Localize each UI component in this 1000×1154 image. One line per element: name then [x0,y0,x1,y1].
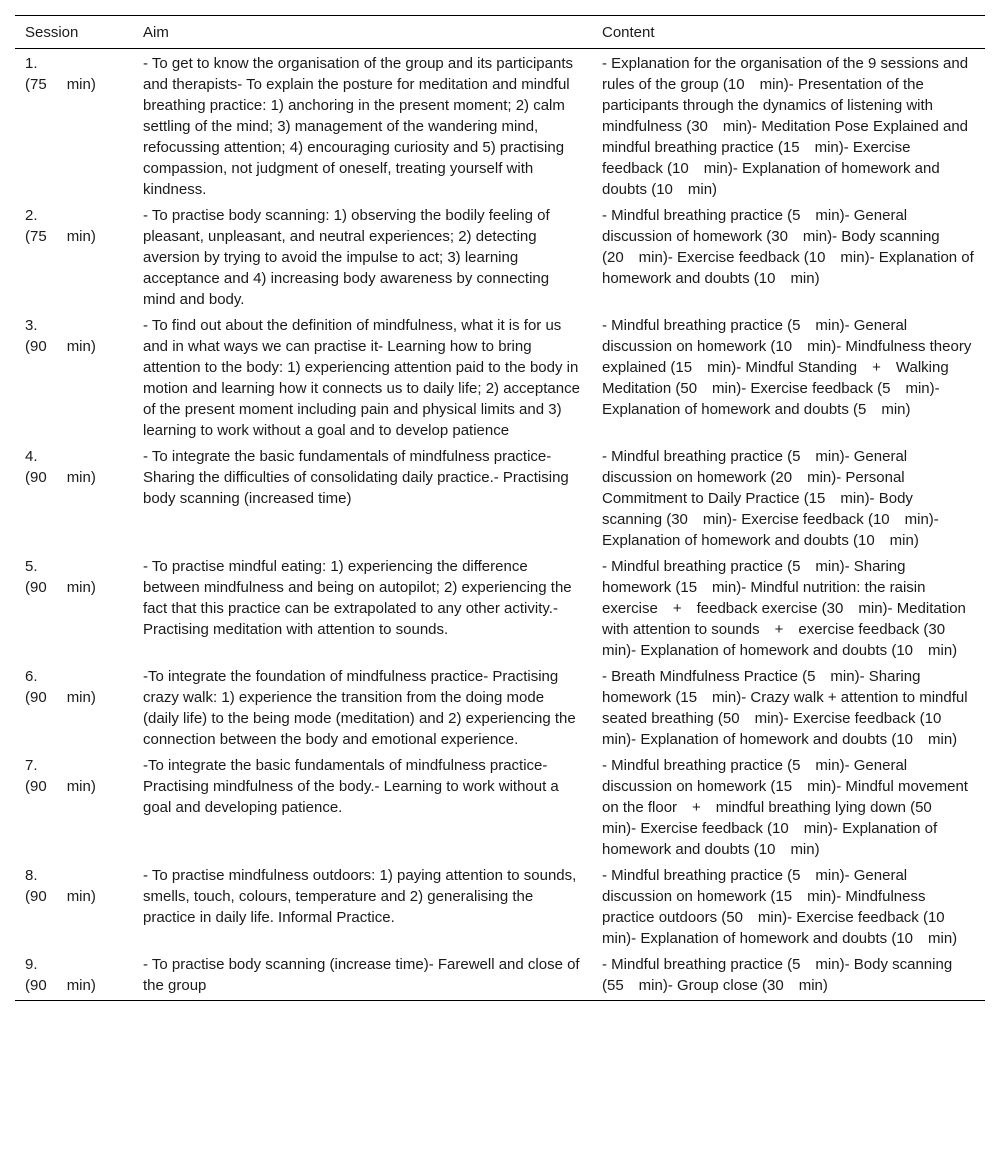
duration-unit: min) [66,469,96,486]
session-cell [15,201,133,311]
session-duration [25,975,123,996]
session-number: 5. [25,558,38,575]
session-duration [25,336,123,357]
duration-value: (90 [25,338,47,355]
session-cell [15,662,133,751]
table-row [15,49,985,202]
duration-unit: min) [66,228,96,245]
aim-cell: -To integrate the basic fundamentals of mindfulness practice- Practising mindfulness of the body.- Learning to work without a goal and developing patience. [143,757,559,816]
duration-value: (90 [25,469,47,486]
duration-unit: min) [66,579,96,596]
session-duration [25,74,123,95]
session-number: 3. [25,317,38,334]
table-row [15,751,985,861]
table-row [15,552,985,662]
session-number: 9. [25,956,38,973]
duration-unit: min) [66,338,96,355]
session-duration [25,886,123,907]
content-cell: - Mindful breathing practice (5 min)- General discussion on homework (15 min)- Mindful movement on the floor + mindful breathing lying down (50 min)- Exercise feedback (10 min)- Explanation of homework and doubts (10 min) [602,757,968,858]
session-duration [25,226,123,247]
sessions-table-container [15,15,985,1001]
aim-cell: - To practise body scanning: 1) observing the bodily feeling of pleasant, unpleasant, and neutral experiences; 2) detecting aversion by trying to avoid the impulse to act; 3) learning acceptance and 4) increasing body awareness by connecting mind and body. [143,207,550,308]
header-aim: Aim [133,16,592,49]
duration-value: (75 [25,76,47,93]
duration-value: (90 [25,579,47,596]
session-cell [15,311,133,442]
content-cell: - Mindful breathing practice (5 min)- General discussion on homework (15 min)- Mindfulness practice outdoors (50 min)- Exercise feedback (10 min)- Explanation of homework and doubts (10 min) [602,867,960,947]
duration-value: (90 [25,888,47,905]
table-header [15,16,985,49]
header-row [15,16,985,49]
session-cell [15,49,133,202]
session-duration [25,776,123,797]
table-row [15,950,985,1001]
content-cell: - Explanation for the organisation of the 9 sessions and rules of the group (10 min)- Presentation of the participants through the dynamics of listening with mindfulness (30 min)- Meditation Pose Explained and mindful breathing practice (15 min)- Exercise feedback (10 min)- Explanation of homework and doubts (10 min) [602,55,969,198]
session-duration [25,687,123,708]
duration-unit: min) [66,778,96,795]
session-cell [15,552,133,662]
session-cell [15,751,133,861]
content-cell: - Mindful breathing practice (5 min)- General discussion on homework (20 min)- Personal Commitment to Daily Practice (15 min)- Body scanning (30 min)- Exercise feedback (10 min)- Explanation of homework and doubts (10 min) [602,448,939,549]
table-body [15,49,985,1001]
duration-value: (90 [25,977,47,994]
content-cell: - Mindful breathing practice (5 min)- General discussion of homework (30 min)- Body scanning (20 min)- Exercise feedback (10 min)- Explanation of homework and doubts (10 min) [602,207,974,287]
sessions-table [15,15,985,1001]
session-duration [25,467,123,488]
content-cell: - Breath Mindfulness Practice (5 min)- Sharing homework (15 min)- Crazy walk + attention to mindful seated breathing (50 min)- Exercise feedback (10 min)- Explanation of homework and doubts (10 min) [602,668,968,748]
table-row [15,201,985,311]
aim-cell: -To integrate the foundation of mindfulness practice- Practising crazy walk: 1) experience the transition from the doing mode (daily life) to the being mode (meditation) and 2) experiencing the connection between the body and emotional experience. [143,668,576,748]
duration-unit: min) [66,888,96,905]
aim-cell: - To practise mindfulness outdoors: 1) paying attention to sounds, smells, touch, colours, temperature and 2) generalising the practice in daily life. Informal Practice. [143,867,577,926]
session-cell [15,442,133,552]
aim-cell: - To practise body scanning (increase time)- Farewell and close of the group [133,950,592,1001]
session-duration [25,577,123,598]
header-content: Content [592,16,985,49]
aim-cell: - To get to know the organisation of the group and its participants and therapists- To explain the posture for meditation and mindful breathing practice: 1) anchoring in the present moment; 2) calm settling of the mind; 3) management of the wandering mind, refocussing attention; 4) encouraging curiosity and 5) practising compassion, not judgment of oneself, treating yourself with kindness. [143,55,573,198]
session-cell [15,950,133,1001]
duration-value: (75 [25,228,47,245]
table-row [15,662,985,751]
aim-cell: - To find out about the definition of mindfulness, what it is for us and in what ways we can practise it- Learning how to bring attention to the body: 1) experiencing attention paid to the body in motion and learning how it connects us to daily life; 2) acceptance of the present moment including pain and physical limits and 3) learning to work without a goal and to develop patience [143,317,580,439]
session-number: 4. [25,448,38,465]
aim-cell: - To practise mindful eating: 1) experiencing the difference between mindfulness and being on autopilot; 2) experiencing the fact that this practice can be extrapolated to any other activity.- Practising meditation with attention to sounds. [143,558,572,638]
session-number: 2. [25,207,38,224]
session-number: 7. [25,757,38,774]
duration-value: (90 [25,689,47,706]
header-session: Session [15,16,133,49]
duration-value: (90 [25,778,47,795]
content-cell: - Mindful breathing practice (5 min)- Body scanning (55 min)- Group close (30 min) [592,950,985,1001]
duration-unit: min) [66,76,96,93]
session-number: 8. [25,867,38,884]
session-cell [15,861,133,950]
table-row [15,442,985,552]
duration-unit: min) [66,977,96,994]
content-cell: - Mindful breathing practice (5 min)- Sharing homework (15 min)- Mindful nutrition: the raisin exercise + feedback exercise (30 min)- Meditation with attention to sounds + exercise feedback (30 min)- Explanation of homework and doubts (10 min) [602,558,966,659]
duration-unit: min) [66,689,96,706]
table-row [15,861,985,950]
aim-cell: - To integrate the basic fundamentals of mindfulness practice- Sharing the difficulties of consolidating daily practice.- Practising body scanning (increased time) [143,448,569,507]
table-row [15,311,985,442]
content-cell: - Mindful breathing practice (5 min)- General discussion on homework (10 min)- Mindfulness theory explained (15 min)- Mindful Standing + Walking Meditation (50 min)- Exercise feedback (5 min)- Explanation of homework and doubts (5 min) [602,317,972,418]
session-number: 1. [25,55,38,72]
session-number: 6. [25,668,38,685]
